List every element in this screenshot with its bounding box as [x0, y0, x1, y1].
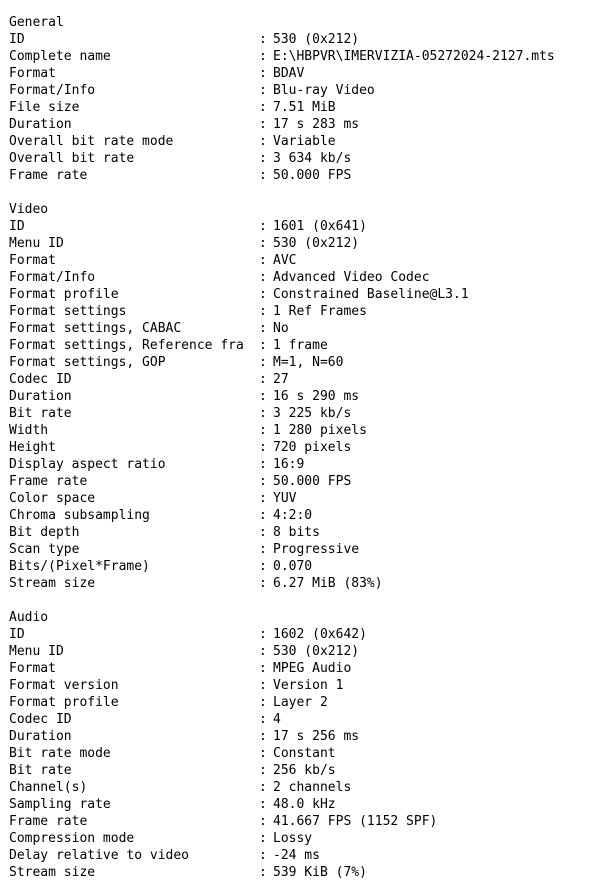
property-value: YUV — [273, 491, 297, 506]
property-name: Chroma subsampling — [9, 508, 150, 523]
property-name: Bits/(Pixel*Frame) — [9, 559, 150, 574]
property-name: Menu ID — [9, 644, 64, 659]
property-value: 3 634 kb/s — [273, 151, 352, 166]
property-value: 1 Ref Frames — [273, 304, 367, 319]
property-row — [9, 269, 604, 286]
property-value: Constrained Baseline@L3.1 — [273, 287, 469, 302]
property-value: No — [273, 321, 289, 336]
property-separator: : — [259, 729, 275, 744]
property-value: 530 (0x212) — [273, 236, 360, 251]
property-separator: : — [259, 100, 275, 115]
property-value: 17 s 256 ms — [273, 729, 360, 744]
property-name: Width — [9, 423, 49, 438]
property-row — [9, 490, 604, 507]
property-separator: : — [259, 780, 275, 795]
property-separator: : — [259, 457, 275, 472]
property-separator: : — [259, 644, 275, 659]
property-name: Format/Info — [9, 270, 96, 285]
property-separator: : — [259, 491, 275, 506]
property-row — [9, 116, 604, 133]
property-row — [9, 830, 604, 847]
property-name: Duration — [9, 117, 72, 132]
property-value: Advanced Video Codec — [273, 270, 430, 285]
property-value: E:\HBPVR\IMERVIZIA-05272024-2127.mts — [273, 49, 555, 64]
property-row — [9, 677, 604, 694]
property-value: 4 — [273, 712, 281, 727]
property-name: Bit rate — [9, 763, 72, 778]
property-name: Format profile — [9, 695, 119, 710]
property-row — [9, 813, 604, 830]
section-general — [9, 14, 604, 184]
property-separator: : — [259, 236, 275, 251]
property-row — [9, 711, 604, 728]
property-name: Duration — [9, 729, 72, 744]
property-separator: : — [259, 797, 275, 812]
property-value: 3 225 kb/s — [273, 406, 352, 421]
property-value: AVC — [273, 253, 297, 268]
property-row — [9, 65, 604, 82]
property-row — [9, 82, 604, 99]
property-value: 16:9 — [273, 457, 305, 472]
property-value: 48.0 kHz — [273, 797, 336, 812]
property-separator: : — [259, 814, 275, 829]
property-separator: : — [259, 406, 275, 421]
property-separator: : — [259, 151, 275, 166]
property-value: 16 s 290 ms — [273, 389, 360, 404]
section-spacer — [9, 592, 604, 609]
property-separator: : — [259, 117, 275, 132]
property-value: 530 (0x212) — [273, 32, 360, 47]
property-name: Height — [9, 440, 56, 455]
property-value: MPEG Audio — [273, 661, 352, 676]
property-name: Format settings, GOP — [9, 355, 166, 370]
property-row — [9, 354, 604, 371]
property-name: Stream size — [9, 865, 96, 880]
property-name: ID — [9, 219, 25, 234]
property-value: 7.51 MiB — [273, 100, 336, 115]
property-row — [9, 575, 604, 592]
property-name: Menu ID — [9, 236, 64, 251]
property-separator: : — [259, 355, 275, 370]
property-value: Progressive — [273, 542, 360, 557]
property-separator: : — [259, 831, 275, 846]
property-separator: : — [259, 338, 275, 353]
property-row — [9, 473, 604, 490]
property-separator: : — [259, 474, 275, 489]
property-name: Sampling rate — [9, 797, 111, 812]
property-separator: : — [259, 763, 275, 778]
property-row — [9, 779, 604, 796]
property-value: Lossy — [273, 831, 313, 846]
property-value: 27 — [273, 372, 289, 387]
property-value: 8 bits — [273, 525, 320, 540]
section-title: Audio — [9, 610, 49, 625]
property-separator: : — [259, 66, 275, 81]
property-separator: : — [259, 49, 275, 64]
property-name: ID — [9, 627, 25, 642]
property-name: Bit rate — [9, 406, 72, 421]
property-name: Overall bit rate mode — [9, 134, 174, 149]
property-row — [9, 133, 604, 150]
section-video — [9, 201, 604, 592]
property-row — [9, 558, 604, 575]
property-row — [9, 847, 604, 864]
property-separator: : — [259, 304, 275, 319]
property-value: 17 s 283 ms — [273, 117, 360, 132]
property-row — [9, 31, 604, 48]
property-name: Codec ID — [9, 372, 72, 387]
property-row — [9, 507, 604, 524]
property-row — [9, 728, 604, 745]
property-value: 6.27 MiB (83%) — [273, 576, 383, 591]
property-separator: : — [259, 168, 275, 183]
media-info-report — [9, 14, 604, 881]
section-title: Video — [9, 202, 49, 217]
property-separator: : — [259, 508, 275, 523]
section-title: General — [9, 15, 64, 30]
property-name: Frame rate — [9, 474, 88, 489]
property-value: 50.000 FPS — [273, 168, 352, 183]
property-value: BDAV — [273, 66, 305, 81]
property-name: Compression mode — [9, 831, 135, 846]
property-name: Stream size — [9, 576, 96, 591]
property-separator: : — [259, 440, 275, 455]
property-separator: : — [259, 253, 275, 268]
property-row — [9, 660, 604, 677]
property-row — [9, 167, 604, 184]
property-name: Format settings, Reference fra — [9, 338, 244, 353]
property-value: 539 KiB (7%) — [273, 865, 367, 880]
property-separator: : — [259, 695, 275, 710]
property-row — [9, 320, 604, 337]
property-row — [9, 456, 604, 473]
property-separator: : — [259, 134, 275, 149]
property-value: Layer 2 — [273, 695, 328, 710]
property-value: Constant — [273, 746, 336, 761]
property-value: 2 channels — [273, 780, 352, 795]
property-separator: : — [259, 525, 275, 540]
property-name: ID — [9, 32, 25, 47]
property-name: Duration — [9, 389, 72, 404]
property-separator: : — [259, 576, 275, 591]
section-spacer — [9, 184, 604, 201]
property-name: Format settings, CABAC — [9, 321, 182, 336]
property-name: Format profile — [9, 287, 119, 302]
property-separator: : — [259, 678, 275, 693]
property-row — [9, 524, 604, 541]
property-name: Overall bit rate — [9, 151, 135, 166]
property-name: Format version — [9, 678, 119, 693]
property-separator: : — [259, 542, 275, 557]
property-name: Frame rate — [9, 168, 88, 183]
property-separator: : — [259, 321, 275, 336]
property-separator: : — [259, 372, 275, 387]
property-row — [9, 694, 604, 711]
property-row — [9, 99, 604, 116]
property-row — [9, 303, 604, 320]
property-separator: : — [259, 712, 275, 727]
property-separator: : — [259, 865, 275, 880]
property-name: Frame rate — [9, 814, 88, 829]
property-value: 0.070 — [273, 559, 313, 574]
property-row — [9, 864, 604, 881]
property-value: 1 frame — [273, 338, 328, 353]
property-row — [9, 48, 604, 65]
property-name: Format — [9, 253, 56, 268]
property-value: 720 pixels — [273, 440, 352, 455]
property-separator: : — [259, 746, 275, 761]
property-row — [9, 218, 604, 235]
property-value: M=1, N=60 — [273, 355, 344, 370]
property-separator: : — [259, 270, 275, 285]
property-row — [9, 337, 604, 354]
property-row — [9, 405, 604, 422]
property-separator: : — [259, 848, 275, 863]
property-value: 256 kb/s — [273, 763, 336, 778]
property-row — [9, 745, 604, 762]
property-row — [9, 388, 604, 405]
property-value: Blu-ray Video — [273, 83, 375, 98]
property-name: Channel(s) — [9, 780, 88, 795]
property-value: 1 280 pixels — [273, 423, 367, 438]
property-name: Codec ID — [9, 712, 72, 727]
property-value: 41.667 FPS (1152 SPF) — [273, 814, 438, 829]
property-name: Complete name — [9, 49, 111, 64]
property-value: -24 ms — [273, 848, 320, 863]
property-name: Bit depth — [9, 525, 80, 540]
property-name: Delay relative to video — [9, 848, 190, 863]
property-separator: : — [259, 32, 275, 47]
property-value: 1602 (0x642) — [273, 627, 367, 642]
section-audio — [9, 609, 604, 881]
property-row — [9, 252, 604, 269]
property-row — [9, 626, 604, 643]
property-row — [9, 150, 604, 167]
property-separator: : — [259, 627, 275, 642]
property-separator: : — [259, 661, 275, 676]
property-value: 1601 (0x641) — [273, 219, 367, 234]
property-name: Format — [9, 661, 56, 676]
property-row — [9, 796, 604, 813]
property-separator: : — [259, 423, 275, 438]
property-value: 530 (0x212) — [273, 644, 360, 659]
property-separator: : — [259, 83, 275, 98]
property-name: Scan type — [9, 542, 80, 557]
property-name: Format — [9, 66, 56, 81]
property-name: Bit rate mode — [9, 746, 111, 761]
property-separator: : — [259, 389, 275, 404]
property-value: 4:2:0 — [273, 508, 313, 523]
property-name: File size — [9, 100, 80, 115]
property-row — [9, 439, 604, 456]
property-row — [9, 371, 604, 388]
property-separator: : — [259, 287, 275, 302]
property-name: Format/Info — [9, 83, 96, 98]
property-row — [9, 286, 604, 303]
property-row — [9, 762, 604, 779]
property-value: 50.000 FPS — [273, 474, 352, 489]
property-row — [9, 235, 604, 252]
property-row — [9, 643, 604, 660]
property-row — [9, 422, 604, 439]
property-value: Variable — [273, 134, 336, 149]
property-name: Format settings — [9, 304, 127, 319]
property-name: Color space — [9, 491, 96, 506]
property-value: Version 1 — [273, 678, 344, 693]
property-row — [9, 541, 604, 558]
property-separator: : — [259, 219, 275, 234]
property-separator: : — [259, 559, 275, 574]
property-name: Display aspect ratio — [9, 457, 166, 472]
